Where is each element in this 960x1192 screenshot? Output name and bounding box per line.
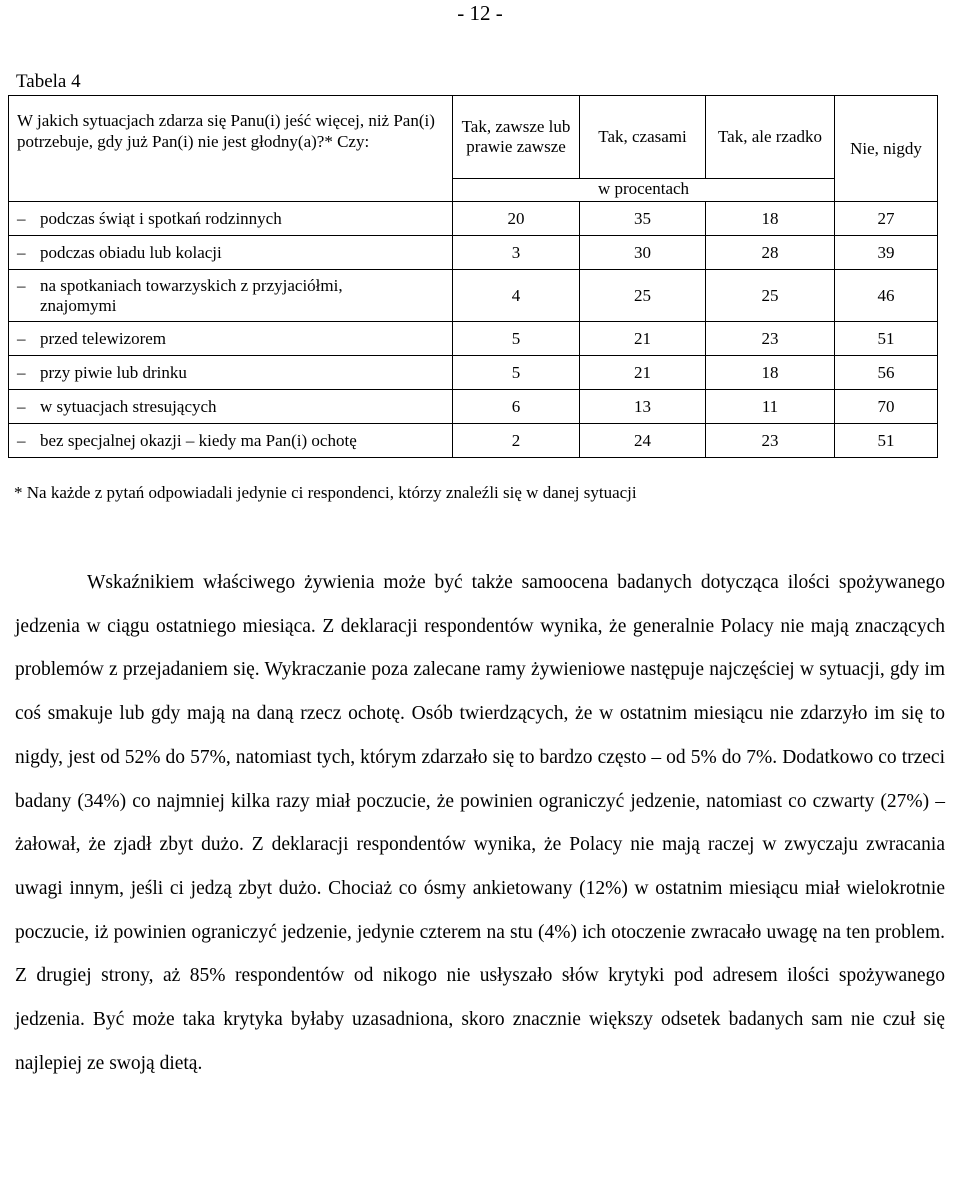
table-header-row xyxy=(9,96,938,179)
cell-value: 46 xyxy=(835,270,938,322)
cell-value: 28 xyxy=(706,236,835,270)
row-label-text: na spotkaniach towarzyskich z przyjaciółmi, znajomymi xyxy=(40,275,343,315)
cell-value: 21 xyxy=(580,322,706,356)
cell-value: 25 xyxy=(580,270,706,322)
dash-bullet-icon xyxy=(17,209,32,229)
row-label-text: podczas obiadu lub kolacji xyxy=(40,242,222,262)
cell-value: 21 xyxy=(580,356,706,390)
cell-value: 23 xyxy=(706,424,835,458)
body-paragraph-block xyxy=(15,561,945,1085)
table-row xyxy=(9,356,938,390)
cell-value: 25 xyxy=(706,270,835,322)
column-header-always: Tak, zawsze lub prawie zawsze xyxy=(453,96,580,179)
cell-value: 5 xyxy=(453,356,580,390)
cell-value: 11 xyxy=(706,390,835,424)
table-row xyxy=(9,270,938,322)
cell-value: 27 xyxy=(835,202,938,236)
table-row xyxy=(9,424,938,458)
cell-value: 4 xyxy=(453,270,580,322)
row-label xyxy=(9,390,453,424)
table-row xyxy=(9,202,938,236)
cell-value: 24 xyxy=(580,424,706,458)
dash-bullet-icon xyxy=(17,243,32,263)
column-header-sometimes: Tak, czasami xyxy=(580,96,706,179)
cell-value: 35 xyxy=(580,202,706,236)
row-label-text: przy piwie lub drinku xyxy=(40,362,187,382)
row-label xyxy=(9,270,453,322)
column-header-never: Nie, nigdy xyxy=(835,96,938,202)
dash-bullet-icon xyxy=(17,397,32,417)
cell-value: 6 xyxy=(453,390,580,424)
table-caption: Tabela 4 xyxy=(16,71,81,92)
cell-value: 70 xyxy=(835,390,938,424)
row-label-text: w sytuacjach stresujących xyxy=(40,396,217,416)
cell-value: 39 xyxy=(835,236,938,270)
cell-value: 5 xyxy=(453,322,580,356)
dash-bullet-icon xyxy=(17,276,32,296)
unit-label: w procentach xyxy=(453,179,835,202)
table-body xyxy=(9,202,938,458)
cell-value: 2 xyxy=(453,424,580,458)
row-label xyxy=(9,322,453,356)
cell-value: 56 xyxy=(835,356,938,390)
column-header-rarely: Tak, ale rzadko xyxy=(706,96,835,179)
dash-bullet-icon xyxy=(17,363,32,383)
row-label xyxy=(9,356,453,390)
cell-value: 18 xyxy=(706,356,835,390)
cell-value: 3 xyxy=(453,236,580,270)
cell-value: 23 xyxy=(706,322,835,356)
dash-bullet-icon xyxy=(17,329,32,349)
row-label xyxy=(9,236,453,270)
cell-value: 30 xyxy=(580,236,706,270)
row-label-text: przed telewizorem xyxy=(40,328,167,348)
table-row xyxy=(9,322,938,356)
table-row xyxy=(9,390,938,424)
row-label xyxy=(9,424,453,458)
dash-bullet-icon xyxy=(17,431,32,451)
survey-table xyxy=(8,95,938,458)
question-header: W jakich sytuacjach zdarza się Panu(i) jeść więcej, niż Pan(i) potrzebuje, gdy już Pan(i) nie jest głodny(a)?* Czy: xyxy=(9,96,453,202)
row-label-text: bez specjalnej okazji – kiedy ma Pan(i) ochotę xyxy=(40,430,357,450)
cell-value: 18 xyxy=(706,202,835,236)
table-row xyxy=(9,236,938,270)
body-paragraph: Wskaźnikiem właściwego żywienia może być także samoocena badanych dotycząca ilości spożywanego jedzenia w ciągu ostatniego miesiąca. Z deklaracji respondentów wynika, że generalnie Polacy nie mają znaczących problemów z przejadaniem się. Wykraczanie poza zalecane ramy żywieniowe następuje najczęściej w sytuacji, gdy im coś smakuje lub gdy mają na daną rzecz ochotę. Osób twierdzących, że w ostatnim miesiącu nie zdarzyło im się to nigdy, jest od 52% do 57%, natomiast tych, którym zdarzało się to bardzo często – od 5% do 7%. Dodatkowo co trzeci badany (34%) co najmniej kilka razy miał poczucie, że powinien ograniczyć jedzenie, natomiast co czwarty (27%) – żałował, że zjadł zbyt dużo. Z deklaracji respondentów wynika, że Polacy nie mają raczej w zwyczaju zwracania uwagi innym, jeśli ci jedzą zbyt dużo. Chociaż co ósmy ankietowany (12%) w ostatnim miesiącu miał wielokrotnie poczucie, iż powinien ograniczyć jedzenie, jedynie czterem na stu (4%) ich otoczenie zwracało uwagę na ten problem. Z drugiej strony, aż 85% respondentów od nikogo nie usłyszało słów krytyki pod adresem ilości spożywanego jedzenia. Być może taka krytyka byłaby uzasadniona, skoro znacznie większy odsetek badanych sam nie czuł się najlepiej ze swoją dietą. xyxy=(15,572,945,1074)
row-label-text: podczas świąt i spotkań rodzinnych xyxy=(40,208,282,228)
table-footnote: * Na każde z pytań odpowiadali jedynie ci respondenci, którzy znaleźli się w danej sytuacji xyxy=(14,483,637,502)
cell-value: 13 xyxy=(580,390,706,424)
page-number: - 12 - xyxy=(457,1,503,25)
row-label xyxy=(9,202,453,236)
cell-value: 20 xyxy=(453,202,580,236)
cell-value: 51 xyxy=(835,424,938,458)
cell-value: 51 xyxy=(835,322,938,356)
